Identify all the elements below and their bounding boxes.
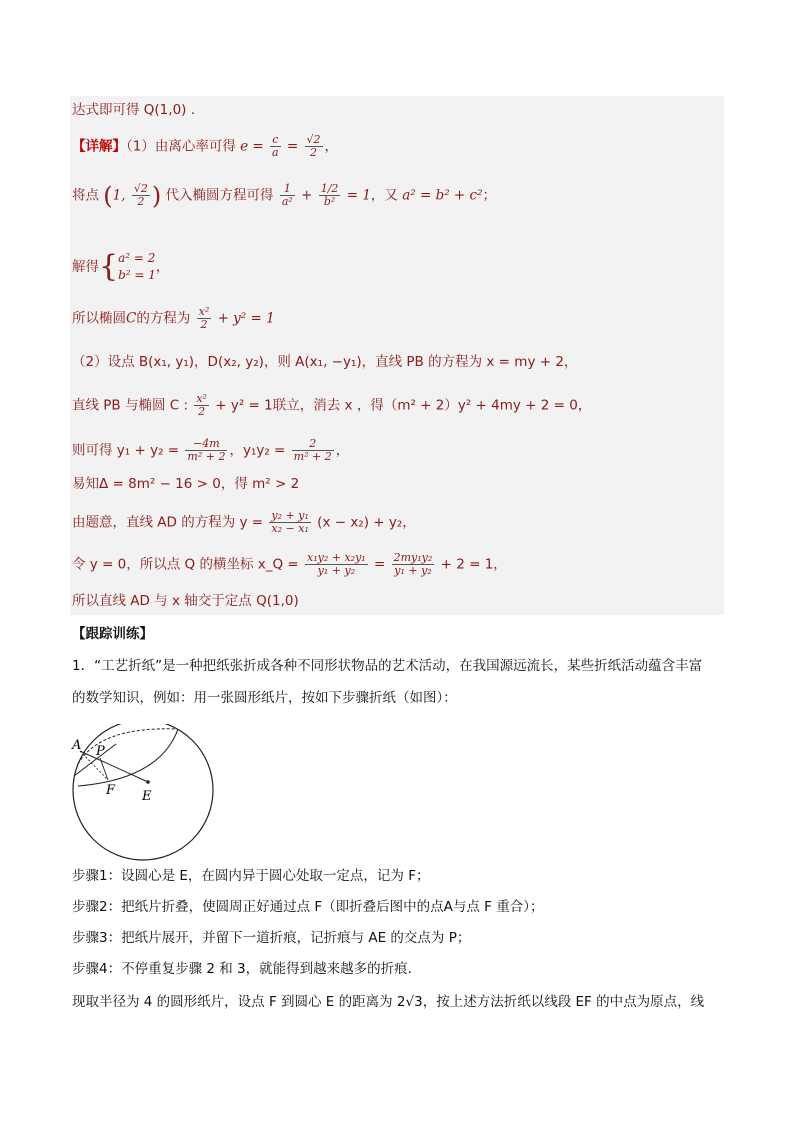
q-frac-1: $\frac{\text{x₁y₂ + x₂y₁}}{\text{y₁ + y₂}}$ (307, 551, 366, 577)
point-e (146, 780, 150, 784)
solution-line-2: 将点 (1, $\frac{√2}{2}$ ) 代入椭圆方程可得 $\frac{1}{\text{a²}}$ + $\frac{1/2}{\text{b²}}$ = 1，又 a² = b² + c²； (72, 181, 496, 210)
solve-prefix: 解得 (72, 259, 99, 275)
solution-line-11: 所以直线 AD 与 x 轴交于定点 Q(1,0) (72, 593, 299, 609)
vieta-tail: ， (335, 442, 350, 459)
label-e: E (142, 789, 152, 804)
dashed-arc (78, 729, 178, 764)
sub-eq-frac-b: $\frac{1/2}{\text{b²}}$ (320, 182, 339, 208)
vieta-frac-1: $\frac{-4m}{\text{m² + 2}}$ (187, 437, 226, 463)
ellipse-prefix: 所以椭圆 (72, 310, 126, 327)
ellipse-c: C (126, 310, 137, 327)
sub-eq-plus: + (301, 187, 313, 204)
joint-mid: + y² = 1联立，消去 x ，得（m² + 2）y² + 4my + 2 = 0， (215, 397, 592, 414)
label-f: F (106, 783, 116, 798)
sub-end: ； (482, 187, 496, 204)
solution-line-1 (72, 134, 338, 159)
solve-system: a² = 2 b² = 1 (118, 251, 156, 282)
vieta-mid: ，y₁y₂ = (229, 442, 286, 459)
line-ae (80, 751, 148, 782)
step-1: 步骤1：设圆心是 E，在圆内异于圆心处取一定点，记为 F； (72, 868, 430, 884)
step-3: 步骤3：把纸片展开，并留下一道折痕，记折痕与 AE 的交点为 P； (72, 930, 471, 946)
part1-prefix: （1）由离心率可得 (126, 138, 236, 155)
sub-abc: a² = b² + c² (402, 187, 483, 204)
ecc-eq: = (286, 138, 299, 155)
folded-arc (78, 729, 178, 786)
q-eq: = (374, 556, 386, 573)
solution-line-6 (72, 393, 591, 418)
ad-prefix: 由题意，直线 AD 的方程为 y = (72, 514, 264, 531)
folding-figure (70, 724, 220, 864)
q-prefix: 令 y = 0，所以点 Q 的横坐标 x_Q = (72, 556, 299, 573)
solution-line-3: 解得{ a² = 2 b² = 1 ， (72, 249, 170, 284)
sub-prefix: 将点 (72, 187, 99, 204)
solution-line-5: （2）设点 B(x₁, y₁)，D(x₂, y₂)，则 A(x₁, −y₁)，直线 PB 的方程为 x = my + 2， (72, 354, 578, 370)
joint-frac: $\frac{\text{x²}}{2}$ (196, 392, 207, 418)
ecc-frac-1: $\frac{c}{a}$ (272, 133, 279, 159)
vieta-prefix: 则可得 y₁ + y₂ = (72, 442, 180, 459)
step-2: 步骤2：把纸片折叠，使圆周正好通过点 F（即折叠后图中的点A与点 F 重合）； (72, 899, 544, 915)
q-frac-2: $\frac{\text{2my₁y₂}}{\text{y₁ + y₂}}$ (393, 551, 433, 577)
step-4: 步骤4：不停重复步骤 2 和 3，就能得到越来越多的折痕. (72, 961, 412, 977)
vieta-frac-2: $\frac{2}{\text{m² + 2}}$ (293, 437, 332, 463)
q-tail: + 2 = 1， (440, 556, 507, 573)
ecc-frac-2: $\frac{√2}{2}$ (306, 133, 321, 159)
joint-prefix: 直线 PB 与椭圆 C : (72, 397, 189, 414)
ad-tail: (x − x₂) + y₂， (317, 514, 416, 531)
ellipse-frac: $\frac{\text{x²}}{2}$ (198, 305, 210, 331)
sub-eq-tail: = 1 (346, 187, 371, 204)
sub-eq-frac-a: $\frac{1}{\text{a²}}$ (281, 182, 293, 208)
sub-point-a: 1, (112, 187, 126, 204)
sub-middle: 代入椭圆方程可得 (165, 187, 274, 204)
solution-line-7 (72, 438, 349, 463)
last-line: 现取半径为 4 的圆形纸片，设点 F 到圆心 E 的距离为 2√3，按上述方法折纸以线段 EF 的中点为原点，线 (72, 994, 705, 1010)
solution-line-10 (72, 552, 507, 577)
sub-point-frac: $\frac{√2}{2}$ (133, 182, 148, 208)
solution-line-4 (72, 306, 275, 331)
detail-tag: 【详解】 (72, 138, 126, 155)
ecc-lhs: e = (240, 138, 264, 155)
ellipse-mid: 的方程为 (136, 310, 191, 327)
solve-tail: ， (155, 259, 170, 275)
training-intro-1: 1．“工艺折纸”是一种把纸张折成各种不同形状物品的艺术活动，在我国源远流长，某些折纸活动蕴含丰富 (72, 658, 703, 674)
training-heading: 【跟踪训练】 (72, 626, 153, 642)
ecc-tail: ， (324, 138, 339, 155)
ad-frac: $\frac{\text{y₂ + y₁}}{\text{x₂ − x₁}}$ (271, 509, 309, 535)
training-intro-2: 的数学知识，例如：用一张圆形纸片，按如下步骤折纸（如图）： (72, 690, 457, 706)
solution-line-9 (72, 510, 416, 535)
line-pf (100, 758, 108, 780)
ellipse-tail: + y² = 1 (217, 310, 275, 327)
solution-line-0: 达式即可得 Q(1,0) . (72, 102, 196, 118)
solution-line-8: 易知Δ = 8m² − 16 > 0，得 m² > 2 (72, 476, 300, 492)
sub-also: ，又 (370, 187, 398, 204)
label-a: A (72, 738, 82, 753)
label-p: P (96, 744, 105, 759)
